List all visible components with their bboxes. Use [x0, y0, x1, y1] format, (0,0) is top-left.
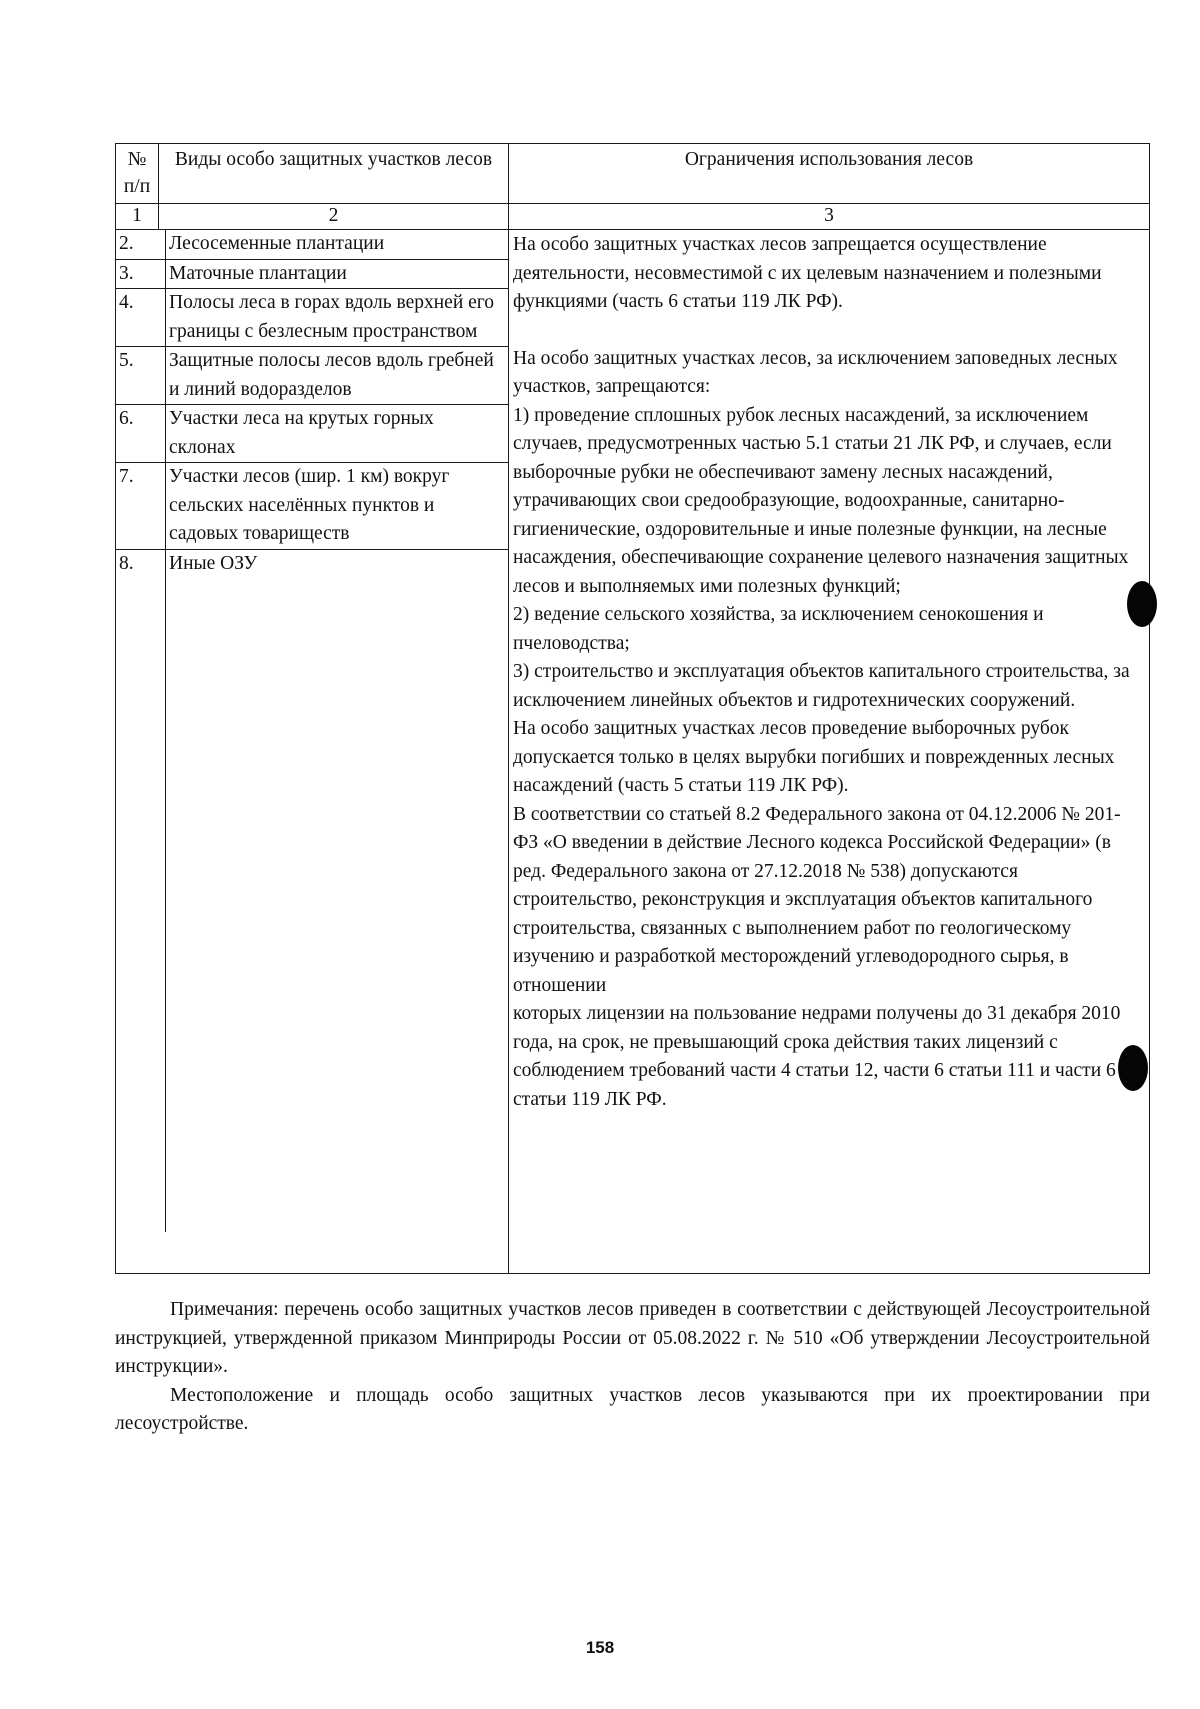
table-row [116, 289, 508, 347]
row-number: 7. [116, 463, 166, 550]
restriction-paragraph: 2) ведение сельского хозяйства, за исключением сенокошения и пчеловодства; [513, 604, 1044, 654]
notes-section [115, 1296, 1150, 1439]
restriction-paragraph: 1) проведение сплошных рубок лесных насаждений, за исключением случаев, предусмотренных частью 5.1 статьи 21 ЛК РФ, и случаев, если выборочные рубки не обеспечивают замену лесных насаждений, утрачивающих свои средообразующие, водоохранные, санитарно-гигиенические, оздоровительные и иные полезные функции, на лесные насаждения, обеспечивающие сохранение целевого назначения защитных лесов и выполняемых ими полезных функций; [513, 404, 1129, 597]
row-type: Участки лесов (шир. 1 км) вокруг сельских населённых пунктов и садовых товариществ [166, 463, 509, 550]
restriction-paragraph: В соответствии со статьей 8.2 Федерального закона от 04.12.2006 № 201-ФЗ «О введении в действие Лесного кодекса Российской Федерации» (в ред. Федерального закона от 27.12.2018 № 538) допускаются строительство, реконструкция и эксплуатация объектов капитального строительства, связанных с выполнением работ по геологическому изучению и разработкой месторождений углеводородного сырья, в отношении [513, 803, 1121, 996]
restriction-paragraph: На особо защитных участках лесов проведение выборочных рубок допускается только в целях вырубки погибших и поврежденных лесных насаждений (часть 5 статьи 119 ЛК РФ). [513, 718, 1115, 796]
column-number-2: 2 [159, 204, 509, 230]
restrictions-table [115, 143, 1150, 1274]
restrictions-text [509, 230, 1150, 1274]
column-number-1: 1 [116, 204, 159, 230]
types-list [116, 230, 508, 1232]
table-row [116, 549, 508, 1232]
table-row [116, 405, 508, 463]
protected-area-types [116, 230, 509, 1274]
column-numbering-row [116, 204, 1150, 230]
row-number: 4. [116, 289, 166, 347]
row-type: Иные ОЗУ [169, 552, 258, 574]
table-row [116, 230, 508, 259]
row-type: Лесосеменные плантации [166, 230, 509, 259]
row-type: Защитные полосы лесов вдоль гребней и линий водоразделов [166, 347, 509, 405]
table-row [116, 347, 508, 405]
note-paragraph: Примечания: перечень особо защитных участков лесов приведен в соответствии с действующей Лесоустроительной инструкцией, утвержденной приказом Минприроды России от 05.08.2022 г. № 510 «Об утверждении Лесоустроительной инструкции». [115, 1299, 1150, 1377]
header-number: № п/п [116, 144, 159, 204]
row-number: 8. [116, 549, 166, 1232]
punch-hole-mark [1118, 1045, 1148, 1091]
header-restrictions: Ограничения использования лесов [509, 144, 1150, 204]
table-row [116, 259, 508, 289]
page-number: 158 [585, 1638, 615, 1657]
restriction-paragraph: которых лицензии на пользование недрами получены до 31 декабря 2010 года, на срок, не превышающий срока действия таких лицензий с соблюдением требований части 4 статьи 12, части 6 статьи 111 и части 6 статьи 119 ЛК РФ. [513, 1003, 1121, 1110]
restriction-paragraph: На особо защитных участках лесов запрещается осуществление деятельности, несовместимой с их целевым назначением и полезными функциями (часть 6 статьи 119 ЛК РФ). [513, 234, 1102, 312]
restriction-paragraph: На особо защитных участках лесов, за исключением заповедных лесных участков, запрещаются: [513, 347, 1118, 397]
restriction-paragraph: 3) строительство и эксплуатация объектов капитального строительства, за исключением линейных объектов и гидротехнических сооружений. [513, 661, 1130, 711]
row-number: 3. [116, 259, 166, 289]
column-number-3: 3 [509, 204, 1150, 230]
table-header-row [116, 144, 1150, 204]
row-type: Маточные плантации [166, 259, 509, 289]
table-row [116, 463, 508, 550]
row-type: Участки леса на крутых горных склонах [166, 405, 509, 463]
header-type: Виды особо защитных участков лесов [159, 144, 509, 204]
punch-hole-mark [1127, 581, 1157, 627]
note-paragraph: Местоположение и площадь особо защитных участков лесов указываются при их проектировании при лесоустройстве. [115, 1384, 1150, 1434]
table-body-row [116, 230, 1150, 1274]
row-type: Полосы леса в горах вдоль верхней его границы с безлесным пространством [166, 289, 509, 347]
row-number: 5. [116, 347, 166, 405]
row-number: 2. [116, 230, 166, 259]
row-number: 6. [116, 405, 166, 463]
